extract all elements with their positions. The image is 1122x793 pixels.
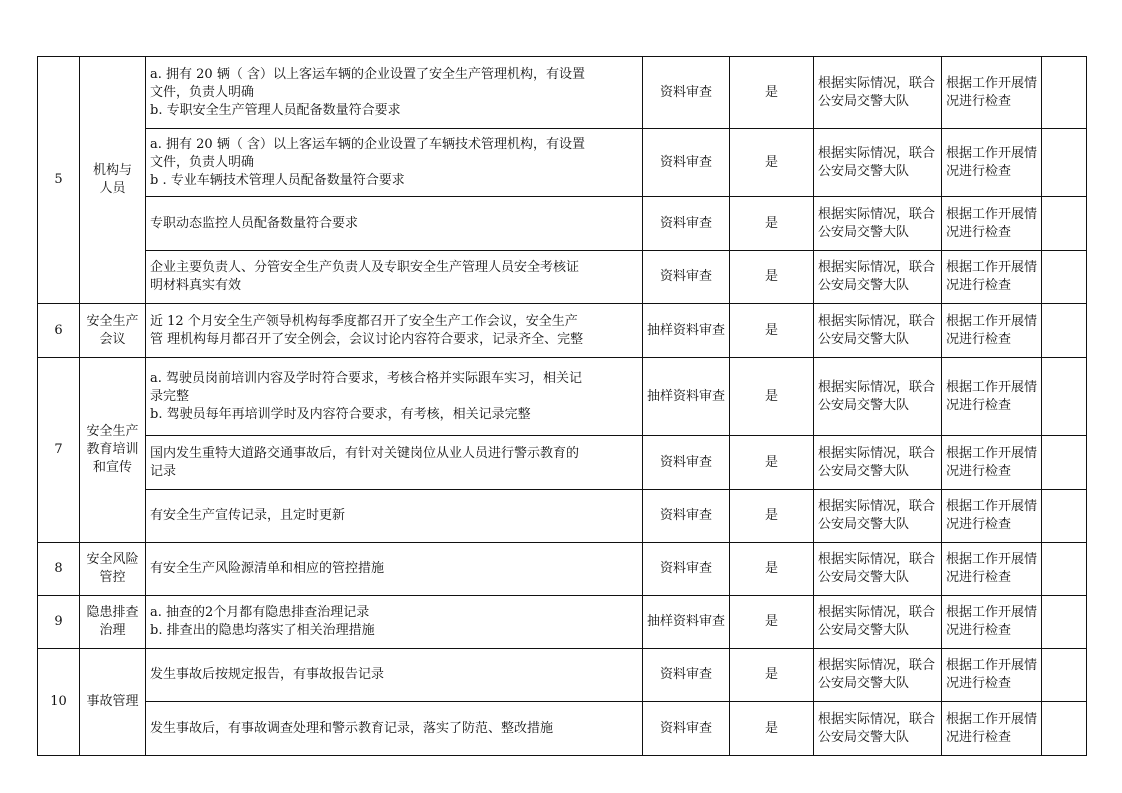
check-content <box>146 702 643 756</box>
check-note-text: 根据工作开展情况进行检查 <box>946 75 1038 109</box>
required-flag-text: 是 <box>764 561 778 576</box>
check-basis <box>814 251 942 304</box>
check-item <box>80 543 146 596</box>
check-basis-text: 根据实际情况，联合公安局交警大队 <box>818 145 936 179</box>
check-method-text: 资料审查 <box>659 667 712 682</box>
empty-cell <box>1042 304 1087 358</box>
required-flag <box>730 649 814 702</box>
check-basis-text: 根据实际情况，联合公安局交警大队 <box>818 605 936 638</box>
row-number <box>38 596 80 649</box>
required-flag-text: 是 <box>764 154 778 170</box>
row-number <box>38 304 80 358</box>
check-method-text: 资料审查 <box>659 454 712 470</box>
check-content <box>146 596 643 649</box>
check-method <box>643 702 730 756</box>
check-basis <box>814 197 942 251</box>
check-method <box>643 649 730 702</box>
check-content-line: 近 12 个月安全生产领导机构每季度都召开了安全生产工作会议，安全生产 <box>150 313 578 329</box>
check-note <box>942 251 1042 304</box>
check-basis-text: 根据实际情况，联合公安局交警大队 <box>818 379 936 413</box>
table-row <box>38 57 1087 129</box>
check-basis-text: 根据实际情况，联合公安局交警大队 <box>818 499 936 532</box>
table-row <box>38 436 1087 490</box>
check-item <box>80 358 146 543</box>
check-note-text: 根据工作开展情况进行检查 <box>946 552 1038 585</box>
check-item-line: 安全生产 <box>86 424 139 439</box>
check-content <box>146 197 643 251</box>
check-note-text: 根据工作开展情况进行检查 <box>946 605 1038 638</box>
row-number-text: 6 <box>54 322 63 338</box>
check-note-text: 根据工作开展情况进行检查 <box>946 379 1038 413</box>
check-content-line: 国内发生重特大道路交通事故后，有针对关键岗位从业人员进行警示教育的 <box>150 445 580 461</box>
check-content <box>146 57 643 129</box>
required-flag <box>730 702 814 756</box>
check-method-text: 抽样资料审查 <box>647 388 726 404</box>
check-basis-text: 根据实际情况，联合公安局交警大队 <box>818 445 936 479</box>
check-basis-text: 根据实际情况，联合公安局交警大队 <box>818 711 936 745</box>
required-flag <box>730 304 814 358</box>
check-item <box>80 596 146 649</box>
empty-cell <box>1042 436 1087 490</box>
check-method <box>643 251 730 304</box>
table-row <box>38 251 1087 304</box>
check-basis-text: 根据实际情况，联合公安局交警大队 <box>818 260 936 293</box>
check-content <box>146 436 643 490</box>
required-flag <box>730 197 814 251</box>
check-item-line: 安全生产 <box>86 313 139 329</box>
row-number-text: 10 <box>50 694 67 709</box>
check-content-line: a. 拥有 20 辆（ 含）以上客运车辆的企业设置了安全生产管理机构，有设置 <box>150 66 585 82</box>
check-method-text: 资料审查 <box>659 154 712 170</box>
check-method <box>643 304 730 358</box>
check-note <box>942 490 1042 543</box>
table-row <box>38 358 1087 436</box>
row-number <box>38 57 80 304</box>
required-flag <box>730 490 814 543</box>
check-content <box>146 129 643 197</box>
required-flag-text: 是 <box>764 614 778 629</box>
empty-cell <box>1042 57 1087 129</box>
check-basis <box>814 490 942 543</box>
check-content-line: 有安全生产风险源清单和相应的管控措施 <box>150 561 385 576</box>
table-row <box>38 304 1087 358</box>
check-note <box>942 543 1042 596</box>
check-item-line: 会议 <box>99 331 126 347</box>
required-flag-text: 是 <box>764 720 778 736</box>
check-content-line: 专职动态监控人员配备数量符合要求 <box>150 215 359 231</box>
check-method <box>643 543 730 596</box>
check-content <box>146 304 643 358</box>
check-basis-text: 根据实际情况，联合公安局交警大队 <box>818 206 936 240</box>
check-content-line: b . 专业车辆技术管理人员配备数量符合要求 <box>150 172 405 188</box>
check-method <box>643 197 730 251</box>
check-content-line: b. 排查出的隐患均落实了相关治理措施 <box>150 623 375 638</box>
check-basis <box>814 596 942 649</box>
check-content-line: 发生事故后按规定报告，有事故报告记录 <box>150 667 385 682</box>
empty-cell <box>1042 129 1087 197</box>
check-note <box>942 129 1042 197</box>
check-method-text: 资料审查 <box>659 720 712 736</box>
check-note <box>942 436 1042 490</box>
empty-cell <box>1042 251 1087 304</box>
check-basis <box>814 702 942 756</box>
check-method-text: 抽样资料审查 <box>647 322 726 338</box>
required-flag-text: 是 <box>764 84 778 100</box>
check-basis <box>814 358 942 436</box>
check-method-text: 资料审查 <box>659 508 712 523</box>
check-note-text: 根据工作开展情况进行检查 <box>946 445 1038 479</box>
check-basis <box>814 543 942 596</box>
check-content-line: 记录 <box>150 463 177 479</box>
required-flag-text: 是 <box>764 667 778 682</box>
check-content <box>146 358 643 436</box>
check-basis-text: 根据实际情况，联合公安局交警大队 <box>818 658 936 691</box>
empty-cell <box>1042 197 1087 251</box>
check-method <box>643 596 730 649</box>
required-flag-text: 是 <box>764 322 778 338</box>
check-content-line: 管 理机构每月都召开了安全例会，会议讨论内容符合要求，记录齐全、完整 <box>150 331 584 347</box>
check-note-text: 根据工作开展情况进行检查 <box>946 313 1038 347</box>
check-item-line: 事故管理 <box>86 694 139 709</box>
check-basis <box>814 436 942 490</box>
check-item-line: 管控 <box>99 570 126 585</box>
empty-cell <box>1042 649 1087 702</box>
check-note-text: 根据工作开展情况进行检查 <box>946 711 1038 745</box>
check-content-line: 企业主要负责人、分管安全生产负责人及专职安全生产管理人员安全考核证 <box>150 260 580 275</box>
inspection-table <box>37 56 1087 756</box>
check-note-text: 根据工作开展情况进行检查 <box>946 206 1038 240</box>
table-row <box>38 543 1087 596</box>
row-number <box>38 358 80 543</box>
check-item-line: 教育培训 <box>86 442 139 457</box>
check-item <box>80 304 146 358</box>
check-basis <box>814 129 942 197</box>
check-content <box>146 649 643 702</box>
required-flag <box>730 543 814 596</box>
check-basis-text: 根据实际情况，联合公安局交警大队 <box>818 313 936 347</box>
check-basis-text: 根据实际情况，联合公安局交警大队 <box>818 552 936 585</box>
check-content-line: 文件，负责人明确 <box>150 84 255 100</box>
required-flag <box>730 57 814 129</box>
row-number-text: 5 <box>54 172 63 187</box>
check-note <box>942 649 1042 702</box>
check-method <box>643 436 730 490</box>
check-content-line: 发生事故后，有事故调查处理和警示教育记录，落实了防范、整改措施 <box>150 720 554 736</box>
check-content-line: b. 专职安全生产管理人员配备数量符合要求 <box>150 102 401 118</box>
check-method-text: 资料审查 <box>659 561 712 576</box>
row-number <box>38 649 80 756</box>
check-item-line: 安全风险 <box>86 552 139 567</box>
check-note <box>942 596 1042 649</box>
check-note <box>942 57 1042 129</box>
check-method-text: 抽样资料审查 <box>647 614 726 629</box>
empty-cell <box>1042 702 1087 756</box>
table-row <box>38 197 1087 251</box>
check-content-line: a. 驾驶员岗前培训内容及学时符合要求，考核合格并实际跟车实习，相关记 <box>150 370 583 386</box>
check-method <box>643 358 730 436</box>
check-note <box>942 197 1042 251</box>
check-method <box>643 129 730 197</box>
check-item <box>80 57 146 304</box>
check-basis-text: 根据实际情况，联合公安局交警大队 <box>818 75 936 109</box>
required-flag-text: 是 <box>764 388 778 404</box>
check-basis <box>814 304 942 358</box>
required-flag-text: 是 <box>764 215 778 231</box>
check-basis <box>814 649 942 702</box>
check-note <box>942 304 1042 358</box>
check-item <box>80 649 146 756</box>
table-row <box>38 702 1087 756</box>
check-note-text: 根据工作开展情况进行检查 <box>946 499 1038 532</box>
check-content <box>146 490 643 543</box>
empty-cell <box>1042 490 1087 543</box>
check-content-line: 有安全生产宣传记录，且定时更新 <box>150 508 346 523</box>
check-basis <box>814 57 942 129</box>
required-flag-text: 是 <box>764 508 778 523</box>
check-method-text: 资料审查 <box>659 269 712 284</box>
check-method <box>643 57 730 129</box>
check-note-text: 根据工作开展情况进行检查 <box>946 145 1038 179</box>
check-content <box>146 543 643 596</box>
table-row <box>38 649 1087 702</box>
check-note-text: 根据工作开展情况进行检查 <box>946 658 1038 691</box>
check-item-line: 机构与 <box>92 163 132 178</box>
table-row <box>38 129 1087 197</box>
check-content-line: 文件，负责人明确 <box>150 154 255 170</box>
row-number-text: 9 <box>54 614 63 629</box>
check-item-line: 和宣传 <box>92 460 132 475</box>
check-content-line: b. 驾驶员每年再培训学时及内容符合要求，有考核，相关记录完整 <box>150 406 531 422</box>
check-content-line: 明材料真实有效 <box>150 278 242 293</box>
required-flag <box>730 251 814 304</box>
check-item-line: 隐患排查 <box>86 605 139 620</box>
required-flag <box>730 358 814 436</box>
check-item-line: 治理 <box>99 623 126 638</box>
check-content-line: a. 抽查的2个月都有隐患排查治理记录 <box>150 605 370 620</box>
required-flag-text: 是 <box>764 454 778 470</box>
empty-cell <box>1042 358 1087 436</box>
check-note <box>942 702 1042 756</box>
empty-cell <box>1042 596 1087 649</box>
check-method-text: 资料审查 <box>659 84 712 100</box>
check-content-line: a. 拥有 20 辆（ 含）以上客运车辆的企业设置了车辆技术管理机构，有设置 <box>150 136 585 152</box>
check-method-text: 资料审查 <box>659 215 712 231</box>
row-number-text: 7 <box>54 442 63 457</box>
required-flag <box>730 129 814 197</box>
check-method <box>643 490 730 543</box>
table-row <box>38 596 1087 649</box>
check-content <box>146 251 643 304</box>
empty-cell <box>1042 543 1087 596</box>
check-content-line: 录完整 <box>150 388 190 404</box>
required-flag-text: 是 <box>764 269 778 284</box>
row-number-text: 8 <box>54 561 63 576</box>
required-flag <box>730 436 814 490</box>
check-item-line: 人员 <box>99 181 126 196</box>
table-body <box>38 57 1087 756</box>
check-note-text: 根据工作开展情况进行检查 <box>946 260 1038 293</box>
table-row <box>38 490 1087 543</box>
check-note <box>942 358 1042 436</box>
row-number <box>38 543 80 596</box>
required-flag <box>730 596 814 649</box>
